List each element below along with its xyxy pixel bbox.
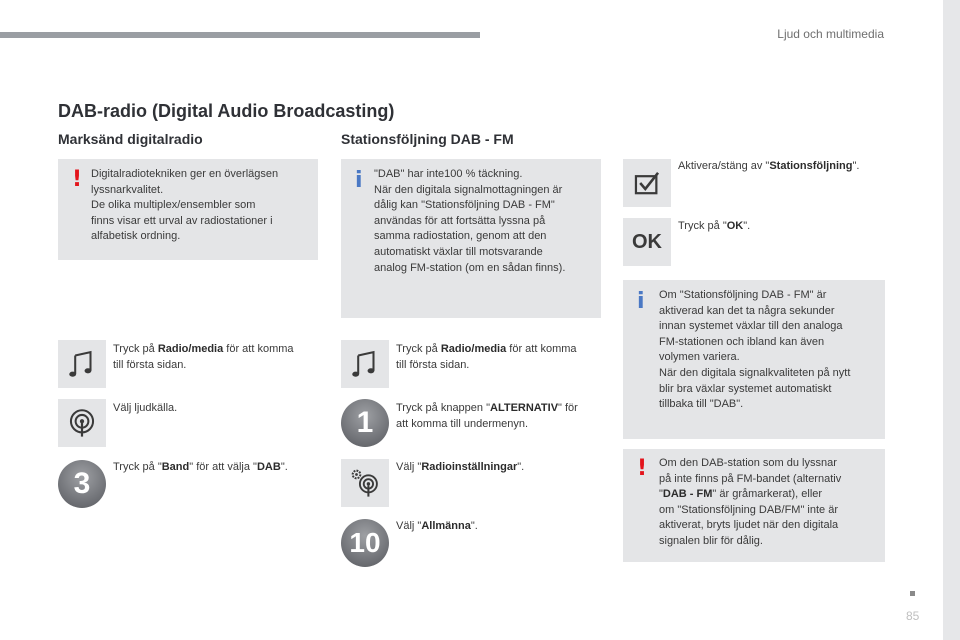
step-toggle-station-following: Aktivera/stäng av "Stationsföljning". <box>678 160 860 172</box>
ok-button-icon: OK <box>623 218 671 266</box>
step-number-3: 3 <box>58 460 106 508</box>
step-number-10: 10 <box>341 519 389 567</box>
heading-station-following: Stationsföljning DAB - FM <box>341 131 514 147</box>
heading-terrestrial-radio: Marksänd digitalradio <box>58 131 203 147</box>
music-note-icon <box>341 340 389 388</box>
header-bar <box>0 32 480 38</box>
warning-icon: ! <box>637 456 648 481</box>
warning-note-digital-radio: ! Digitalradiotekniken ger en överlägsen lyssnarkvalitet. De olika multiplex/ensembler som finns visar ett urval av radiostationer i alfabetisk ordning. <box>58 159 318 260</box>
step-select-band: Tryck på "Band" för att välja "DAB". <box>113 461 288 473</box>
settings-radio-icon <box>341 459 389 507</box>
step-number-1: 1 <box>341 399 389 447</box>
checkbox-icon <box>623 159 671 207</box>
radio-signal-icon <box>58 399 106 447</box>
section-title: Ljud och multimedia <box>777 27 884 41</box>
warning-note-signal-loss: ! Om den DAB-station som du lyssnar på inte finns på FM-bandet (alternativ "DAB - FM" är gråmarkerat), eller om "Stationsföljning DAB/FM" inte är aktiverat, bryts ljudet när den digitala signalen blir för dålig. <box>623 449 885 562</box>
page-number: 85 <box>906 609 920 623</box>
step-select-source: Välj ljudkälla. <box>113 402 178 414</box>
step-alternativ-button: Tryck på knappen "ALTERNATIV" för att komma till undermenyn. <box>396 402 578 430</box>
info-icon: i <box>637 289 645 314</box>
page-marker <box>910 591 915 596</box>
page-title: DAB-radio (Digital Audio Broadcasting) <box>58 101 395 121</box>
info-note-station-following: i Om "Stationsföljning DAB - FM" är aktiverad kan det ta några sekunder innan systemet växlar till den analoga FM-stationen och ibland kan även volymen variera. När den digitala signalkvaliteten på nytt blir bra växlar systemet automatiskt tillbaka till "DAB". <box>623 280 885 439</box>
music-note-icon <box>58 340 106 388</box>
info-note-dab-coverage: i "DAB" har inte100 % täckning. När den digitala signalmottagningen är dålig kan "Stationsföljning DAB - FM" användas för att fortsätta lyssna på samma radiostation, genom att den automatiskt växlar till motsvarande analog FM-station (om en sådan finns). <box>341 159 601 318</box>
info-icon: i <box>355 168 363 193</box>
step-radio-media-2: Tryck på Radio/media för att komma till första sidan. <box>396 343 577 371</box>
step-press-ok: Tryck på "OK". <box>678 220 751 232</box>
warning-icon: ! <box>72 167 83 192</box>
step-radio-media-1: Tryck på Radio/media för att komma till första sidan. <box>113 343 294 371</box>
page-edge <box>943 0 960 640</box>
step-general: Välj "Allmänna". <box>396 520 478 532</box>
step-radio-settings: Välj "Radioinställningar". <box>396 461 525 473</box>
